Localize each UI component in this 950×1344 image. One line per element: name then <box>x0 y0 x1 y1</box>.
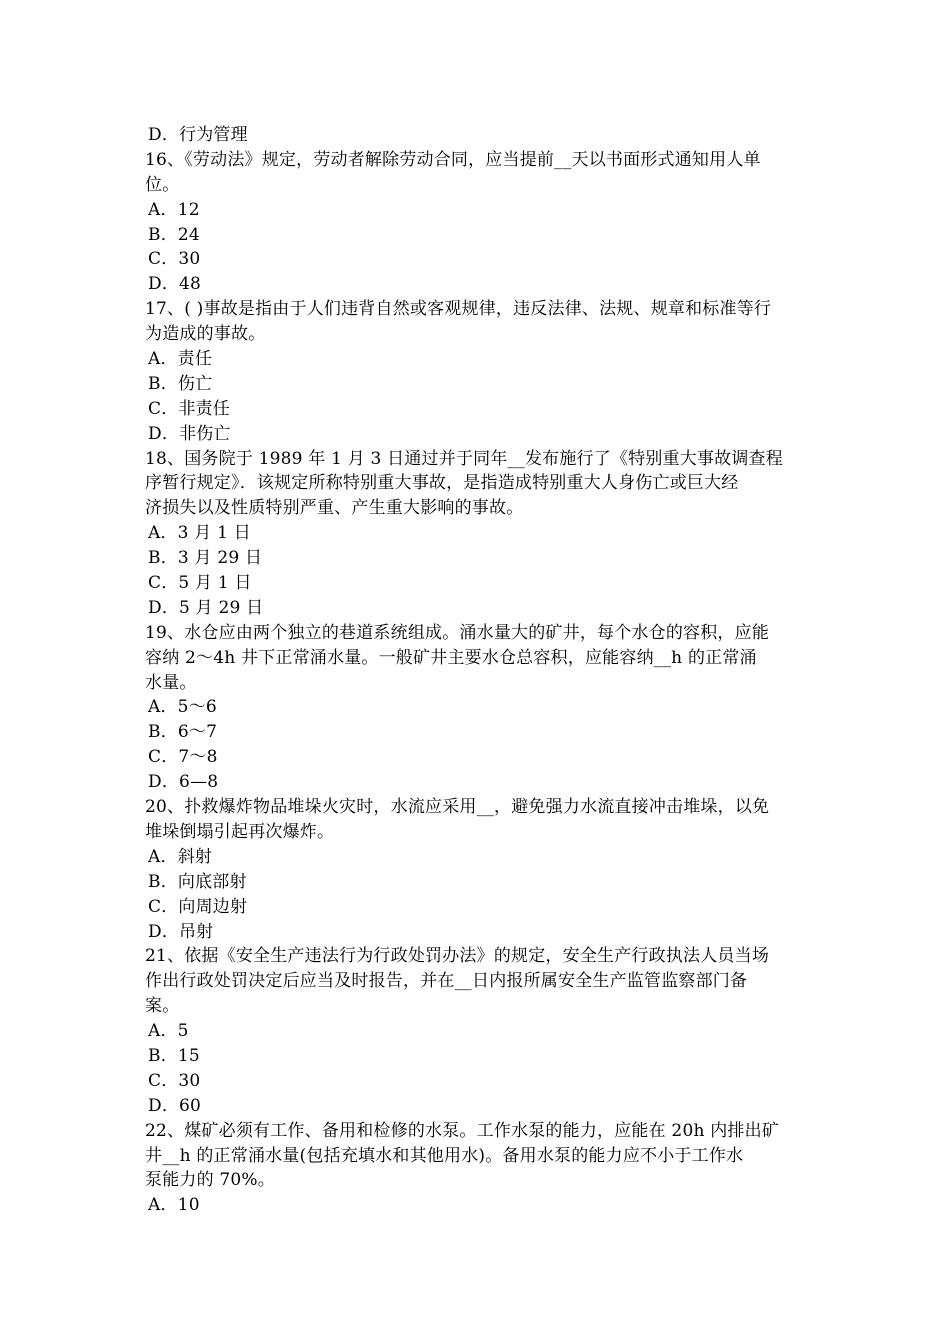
answer-option-line: B．15 <box>148 1045 200 1066</box>
answer-option-line: D．非伤亡 <box>148 423 231 444</box>
question-text-line: 泵能力的 70%。 <box>145 1170 275 1191</box>
question-text-line: 21、依据《安全生产违法行为行政处罚办法》的规定，安全生产行政执法人员当场 <box>145 946 770 967</box>
answer-option-line: A．12 <box>148 199 200 220</box>
answer-option-line: C．7～8 <box>148 747 218 768</box>
answer-option-line: D．48 <box>148 274 202 295</box>
answer-option-line: B．24 <box>148 224 200 245</box>
question-text-line: 作出行政处罚决定后应当及时报告，并在__日内报所属安全生产监管监察部门备 <box>145 971 748 992</box>
question-text-line: 17、( )事故是指由于人们违背自然或客观规律，违反法律、法规、规章和标准等行 <box>145 299 772 320</box>
question-text-line: 水量。 <box>145 672 197 693</box>
answer-option-line: A．5 <box>148 1021 189 1042</box>
answer-option-line: D．6—8 <box>148 772 219 793</box>
question-text-line: 18、国务院于 1989 年 1 月 3 日通过并于同年__发布施行了《特别重大事故调查程 <box>145 448 783 469</box>
answer-option-line: A．斜射 <box>148 846 213 867</box>
question-text-line: 为造成的事故。 <box>145 324 266 345</box>
answer-option-line: C．非责任 <box>148 398 231 419</box>
answer-option-line: A．责任 <box>148 349 213 370</box>
question-text-line: 位。 <box>145 174 180 195</box>
question-text-line: 19、水仓应由两个独立的巷道系统组成。涌水量大的矿井，每个水仓的容积，应能 <box>145 622 770 643</box>
answer-option-line: A．10 <box>148 1195 200 1216</box>
answer-option-line: C．30 <box>148 249 201 270</box>
answer-option-line: A．3 月 1 日 <box>148 523 251 544</box>
answer-option-line: D．5 月 29 日 <box>148 597 264 618</box>
answer-option-line: A．5～6 <box>148 697 217 718</box>
question-text-line: 容纳 2～4h 井下正常涌水量。一般矿井主要水仓总容积，应能容纳__h 的正常涌 <box>145 647 757 668</box>
answer-option-line: B．伤亡 <box>148 373 213 394</box>
question-text-line: 井__h 的正常涌水量(包括充填水和其他用水)。备用水泵的能力应不小于工作水 <box>145 1145 744 1166</box>
question-text-line: 22、煤矿必须有工作、备用和检修的水泵。工作水泵的能力，应能在 20h 内排出矿 <box>145 1120 780 1141</box>
answer-option-line: D．吊射 <box>148 921 214 942</box>
answer-option-line: D．行为管理 <box>148 125 248 145</box>
question-text-line: 案。 <box>145 996 180 1017</box>
question-list <box>0 123 950 1218</box>
answer-option-line: C．5 月 1 日 <box>148 573 252 594</box>
answer-option-line: B．6～7 <box>148 722 218 743</box>
question-text-line: 序暂行规定》．该规定所称特别重大事故，是指造成特别重大人身伤亡或巨大经 <box>145 473 739 494</box>
question-text-line: 16、《劳动法》规定，劳动者解除劳动合同，应当提前__天以书面形式通知用人单 <box>145 149 761 170</box>
answer-option-line: C．30 <box>148 1070 201 1091</box>
answer-option-line: C．向周边射 <box>148 896 248 917</box>
answer-option-line: B．向底部射 <box>148 871 247 892</box>
answer-option-line: B．3 月 29 日 <box>148 548 263 569</box>
answer-option-line: D．60 <box>148 1095 202 1116</box>
question-text-line: 堆垛倒塌引起再次爆炸。 <box>145 821 335 842</box>
question-text-line: 20、扑救爆炸物品堆垛火灾时，水流应采用__，避免强力水流直接冲击堆垛，以免 <box>145 797 770 818</box>
question-text-line: 济损失以及性质特别严重、产生重大影响的事故。 <box>145 498 524 519</box>
